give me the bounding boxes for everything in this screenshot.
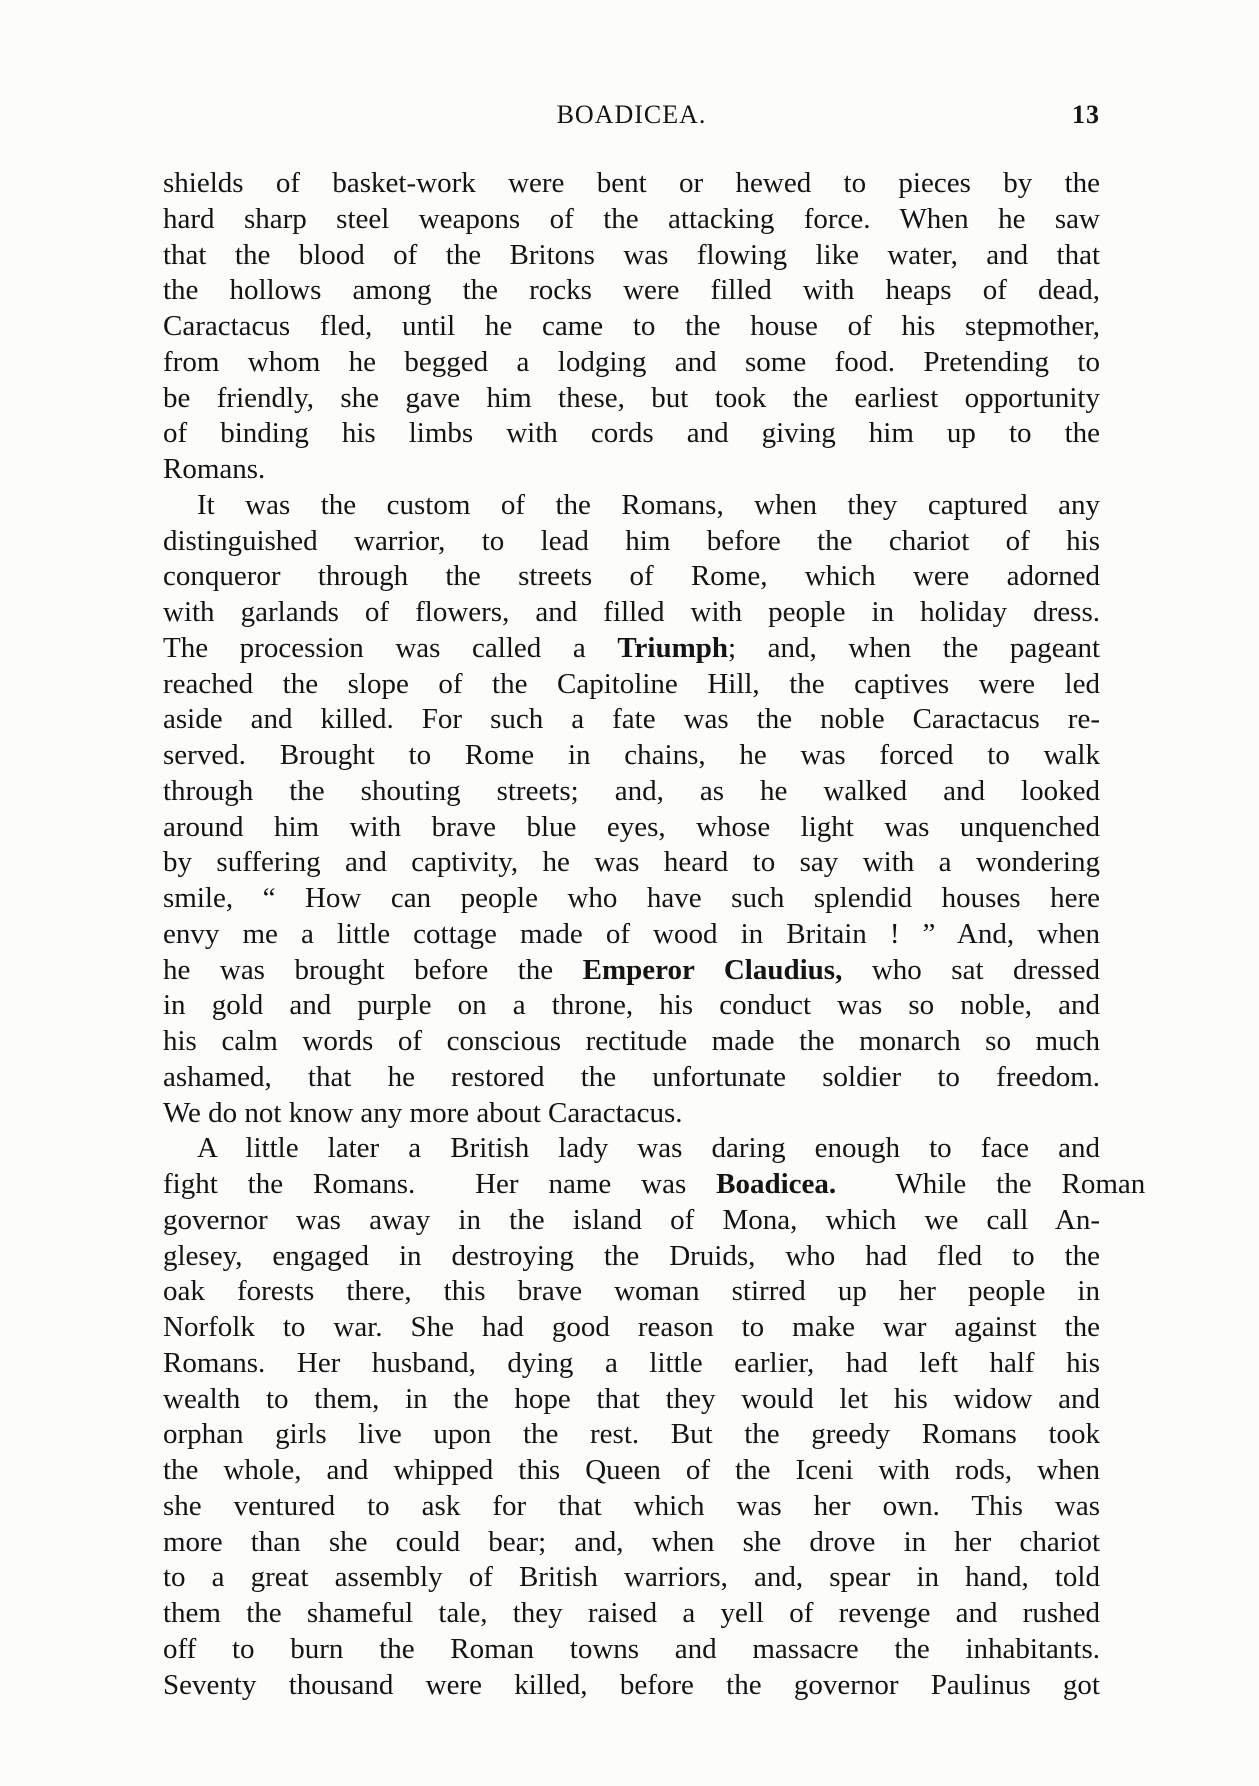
text-line: wealth to them, in the hope that they would let his widow and — [163, 1382, 1100, 1415]
text-segment: The procession was called a — [163, 631, 618, 664]
text-line: that the blood of the Britons was flowing like water, and that — [163, 238, 1100, 271]
text-line: envy me a little cottage made of wood in Britain ! ” And, when — [163, 917, 1100, 950]
text-line: them the shameful tale, they raised a yell of revenge and rushed — [163, 1597, 1100, 1629]
text-segment: fight the Romans. Her name was — [163, 1168, 717, 1200]
text-line: reached the slope of the Capitoline Hill, the captives were led — [163, 667, 1100, 700]
body-text — [163, 166, 1146, 1703]
text-line: orphan girls live upon the rest. But the greedy Romans took — [163, 1418, 1100, 1451]
text-line: his calm words of conscious rectitude made the monarch so much — [163, 1025, 1100, 1057]
text-line: It was the custom of the Romans, when they captured any — [197, 488, 1100, 521]
text-line: Romans. — [163, 453, 266, 485]
text-line — [163, 1167, 1146, 1203]
text-line: governor was away in the island of Mona, which we call An- — [163, 1203, 1100, 1236]
text-line: ashamed, that he restored the unfortunate soldier to freedom. — [163, 1060, 1100, 1093]
text-line: off to burn the Roman towns and massacre the inhabitants. — [163, 1632, 1100, 1665]
bold-term: Boadicea. — [716, 1168, 837, 1200]
text-line: Caractacus fled, until he came to the house of his stepmother, — [163, 310, 1100, 342]
text-line: in gold and purple on a throne, his conduct was so noble, and — [163, 989, 1100, 1022]
text-line: served. Brought to Rome in chains, he was forced to walk — [163, 739, 1100, 771]
text-line: Romans. Her husband, dying a little earlier, had left half his — [163, 1346, 1100, 1379]
bold-term: Triumph — [617, 631, 728, 664]
text-line: from whom he begged a lodging and some food. Pretending to — [163, 345, 1100, 378]
text-line — [163, 953, 1100, 989]
running-title: BOADICEA. — [556, 100, 707, 129]
text-line: We do not know any more about Caractacus. — [163, 1096, 683, 1129]
text-line: glesey, engaged in destroying the Druids, who had fled to the — [163, 1239, 1100, 1272]
text-line: smile, “ How can people who have such splendid houses here — [163, 882, 1100, 914]
text-line: distinguished warrior, to lead him before the chariot of his — [163, 524, 1100, 557]
text-line: the hollows among the rocks were filled with heaps of dead, — [163, 274, 1100, 307]
text-line: through the shouting streets; and, as he walked and looked — [163, 774, 1100, 807]
text-line: to a great assembly of British warriors, and, spear in hand, told — [163, 1561, 1100, 1594]
text-segment: ; and, when the pageant — [728, 631, 1100, 664]
text-line: hard sharp steel weapons of the attacking force. When he saw — [163, 202, 1100, 235]
text-line: shields of basket-work were bent or hewed to pieces by the — [163, 167, 1100, 199]
text-segment: While the Roman — [836, 1168, 1146, 1200]
text-line: Seventy thousand were killed, before the governor Paulinus got — [163, 1668, 1100, 1701]
text-line: oak forests there, this brave woman stirred up her people in — [163, 1275, 1100, 1308]
text-line: aside and killed. For such a fate was the noble Caractacus re- — [163, 703, 1100, 736]
text-line: be friendly, she gave him these, but took the earliest opportunity — [163, 381, 1100, 414]
text-line: with garlands of flowers, and filled with people in holiday dress. — [163, 596, 1100, 628]
text-line: the whole, and whipped this Queen of the Iceni with rods, when — [163, 1454, 1100, 1486]
text-line — [163, 631, 1100, 667]
page-header — [163, 100, 1100, 136]
text-line: conqueror through the streets of Rome, which were adorned — [163, 560, 1100, 593]
bold-term: Emperor Claudius, — [582, 953, 843, 986]
text-line: by suffering and captivity, he was heard to say with a wondering — [163, 846, 1100, 879]
text-line: more than she could bear; and, when she drove in her chariot — [163, 1525, 1100, 1558]
text-line: she ventured to ask for that which was her own. This was — [163, 1489, 1100, 1522]
text-segment: who sat dressed — [842, 953, 1100, 986]
text-line: A little later a British lady was daring enough to face and — [197, 1132, 1100, 1165]
page-number: 13 — [1072, 100, 1100, 129]
text-line: of binding his limbs with cords and giving him up to the — [163, 417, 1100, 450]
text-line: Norfolk to war. She had good reason to make war against the — [163, 1311, 1100, 1343]
text-segment: he was brought before the — [163, 953, 583, 986]
text-line: around him with brave blue eyes, whose light was unquenched — [163, 810, 1100, 843]
